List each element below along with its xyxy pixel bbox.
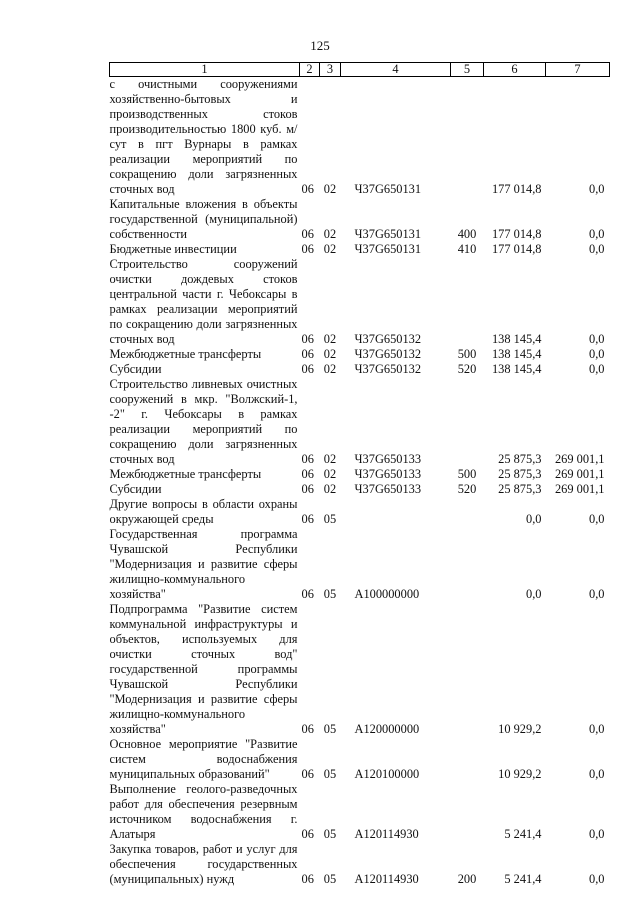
row-amount-year-1: 25 875,3 <box>498 482 542 496</box>
row-target-article: Ч37G650132 <box>354 347 422 361</box>
row-amount-year-2: 0,0 <box>589 827 605 841</box>
row-section: 06 <box>301 827 314 841</box>
table-row <box>110 782 610 842</box>
row-section: 06 <box>301 362 314 376</box>
row-subsection: 02 <box>323 227 337 241</box>
row-amount-year-2: 0,0 <box>589 872 605 886</box>
row-name: Строительство сооружений очистки дождевых стоков центральной части г. Чебоксары в рамках реализации мероприятий по сокращению доли загрязненных сточных вод <box>109 257 298 346</box>
table-body <box>110 77 610 888</box>
row-name: с очистными сооружениями хозяйственно-бытовых и производственных стоков производительностью 1800 куб. м/сут в пгт Вурнары в рамках реализации мероприятий по сокращению доли загрязненных сточных вод <box>109 77 298 196</box>
header-cell-7: 7 <box>546 63 610 77</box>
table-row <box>110 377 610 467</box>
row-amount-year-1: 177 014,8 <box>491 182 542 196</box>
row-amount-year-2: 0,0 <box>589 587 605 601</box>
row-section: 06 <box>301 587 314 601</box>
row-subsection: 05 <box>323 587 337 601</box>
row-target-article: Ч37G650133 <box>354 467 422 481</box>
row-amount-year-1: 25 875,3 <box>498 467 542 481</box>
row-target-article: Ч37G650132 <box>354 362 422 376</box>
row-name: Капитальные вложения в объекты государственной (муниципальной) собственности <box>109 197 298 241</box>
row-amount-year-1: 138 145,4 <box>491 347 542 361</box>
row-name: Субсидии <box>109 362 162 376</box>
row-subsection: 02 <box>323 182 337 196</box>
row-name: Закупка товаров, работ и услуг для обеспечения государственных (муниципальных) нужд <box>109 842 298 886</box>
row-amount-year-1: 10 929,2 <box>498 722 542 736</box>
row-section: 06 <box>301 227 314 241</box>
row-target-article: А120100000 <box>354 767 420 781</box>
row-subsection: 02 <box>323 362 337 376</box>
row-section: 06 <box>301 242 314 256</box>
row-amount-year-1: 177 014,8 <box>491 242 542 256</box>
row-amount-year-2: 0,0 <box>589 512 605 526</box>
row-expense-type <box>451 737 484 782</box>
row-expense-type <box>451 782 484 842</box>
row-name: Другие вопросы в области охраны окружающей среды <box>109 497 298 526</box>
row-name: Межбюджетные трансферты <box>109 347 262 361</box>
table-row <box>110 467 610 482</box>
row-subsection: 02 <box>323 482 337 496</box>
row-amount-year-1: 10 929,2 <box>498 767 542 781</box>
row-amount-year-2: 0,0 <box>589 227 605 241</box>
row-target-article: Ч37G650131 <box>354 242 422 256</box>
row-expense-type: 520 <box>457 362 477 376</box>
row-subsection: 02 <box>323 242 337 256</box>
row-amount-year-2: 0,0 <box>589 362 605 376</box>
table-row <box>110 197 610 242</box>
table-row <box>110 347 610 362</box>
row-expense-type <box>451 77 484 198</box>
row-target-article: А120114930 <box>354 872 419 886</box>
row-section: 06 <box>301 482 314 496</box>
row-expense-type: 410 <box>457 242 477 256</box>
row-target-article: Ч37G650131 <box>354 182 422 196</box>
row-target-article: А100000000 <box>354 587 420 601</box>
row-subsection: 05 <box>323 722 337 736</box>
row-amount-year-2: 0,0 <box>589 332 605 346</box>
table-row <box>110 257 610 347</box>
row-name: Выполнение геолого-разведочных работ для обеспечения резервным источником водоснабжения г. Алатыря <box>109 782 298 841</box>
row-amount-year-2: 269 001,1 <box>554 482 605 496</box>
row-amount-year-1: 138 145,4 <box>491 362 542 376</box>
row-name: Основное мероприятие "Развитие систем водоснабжения муниципальных образований" <box>109 737 298 781</box>
table-row <box>110 497 610 527</box>
table-row <box>110 842 610 887</box>
row-target-article: А120114930 <box>354 827 419 841</box>
row-target-article <box>341 497 451 527</box>
row-amount-year-2: 0,0 <box>589 242 605 256</box>
row-section: 06 <box>301 767 314 781</box>
row-name: Строительство ливневых очистных сооружений в мкр. "Волжский-1, -2" г. Чебоксары в рамках реализации мероприятий по сокращению доли загрязненных сточных вод <box>109 377 298 466</box>
row-target-article: Ч37G650131 <box>354 227 422 241</box>
row-amount-year-2: 269 001,1 <box>554 452 605 466</box>
row-amount-year-1: 0,0 <box>526 587 542 601</box>
row-amount-year-1: 177 014,8 <box>491 227 542 241</box>
row-subsection: 05 <box>323 767 337 781</box>
table-row <box>110 77 610 198</box>
row-subsection: 02 <box>323 452 337 466</box>
header-cell-1: 1 <box>110 63 300 77</box>
row-name: Субсидии <box>109 482 162 496</box>
budget-table <box>109 62 610 887</box>
header-cell-3: 3 <box>320 63 341 77</box>
row-section: 06 <box>301 872 314 886</box>
row-amount-year-2: 269 001,1 <box>554 467 605 481</box>
row-amount-year-1: 0,0 <box>526 512 542 526</box>
row-section: 06 <box>301 722 314 736</box>
row-expense-type <box>451 602 484 737</box>
row-name: Государственная программа Чувашской Республики "Модернизация и развитие сферы жилищно-коммунального хозяйства" <box>109 527 298 601</box>
row-expense-type <box>451 527 484 602</box>
row-target-article: Ч37G650133 <box>354 482 422 496</box>
row-amount-year-1: 25 875,3 <box>498 452 542 466</box>
row-target-article: А120000000 <box>354 722 420 736</box>
row-expense-type: 500 <box>457 467 477 481</box>
table-row <box>110 602 610 737</box>
row-subsection: 05 <box>323 872 337 886</box>
header-cell-4: 4 <box>341 63 451 77</box>
row-subsection: 05 <box>323 827 337 841</box>
row-expense-type: 500 <box>457 347 477 361</box>
table-row <box>110 737 610 782</box>
row-section: 06 <box>301 182 314 196</box>
row-subsection: 02 <box>323 347 337 361</box>
row-expense-type <box>451 257 484 347</box>
row-amount-year-1: 5 241,4 <box>504 872 542 886</box>
table-row <box>110 362 610 377</box>
row-subsection: 05 <box>323 512 337 526</box>
row-name: Межбюджетные трансферты <box>109 467 262 481</box>
row-amount-year-2: 0,0 <box>589 767 605 781</box>
table-row <box>110 242 610 257</box>
row-expense-type: 200 <box>457 872 477 886</box>
row-amount-year-2: 0,0 <box>589 722 605 736</box>
header-row <box>110 63 610 77</box>
row-target-article: Ч37G650132 <box>354 332 422 346</box>
row-section: 06 <box>301 512 314 526</box>
table-row <box>110 482 610 497</box>
header-cell-2: 2 <box>300 63 320 77</box>
row-amount-year-2: 0,0 <box>589 182 605 196</box>
row-name: Подпрограмма "Развитие систем коммунальной инфраструктуры и объектов, используемых для очистки сточных вод" государственной программы Чувашской Республики "Модернизация и развитие сферы жилищно-коммунального хозяйства" <box>109 602 298 736</box>
row-expense-type <box>451 377 484 467</box>
row-section: 06 <box>301 347 314 361</box>
row-name: Бюджетные инвестиции <box>109 242 237 256</box>
row-amount-year-1: 138 145,4 <box>491 332 542 346</box>
page-number: 125 <box>310 38 330 53</box>
row-subsection: 02 <box>323 467 337 481</box>
row-expense-type: 400 <box>457 227 477 241</box>
row-expense-type <box>451 497 484 527</box>
row-target-article: Ч37G650133 <box>354 452 422 466</box>
row-section: 06 <box>301 467 314 481</box>
row-subsection: 02 <box>323 332 337 346</box>
header-cell-6: 6 <box>484 63 546 77</box>
row-amount-year-2: 0,0 <box>589 347 605 361</box>
row-section: 06 <box>301 332 314 346</box>
row-expense-type: 520 <box>457 482 477 496</box>
row-section: 06 <box>301 452 314 466</box>
row-amount-year-1: 5 241,4 <box>504 827 542 841</box>
header-cell-5: 5 <box>451 63 484 77</box>
table-row <box>110 527 610 602</box>
